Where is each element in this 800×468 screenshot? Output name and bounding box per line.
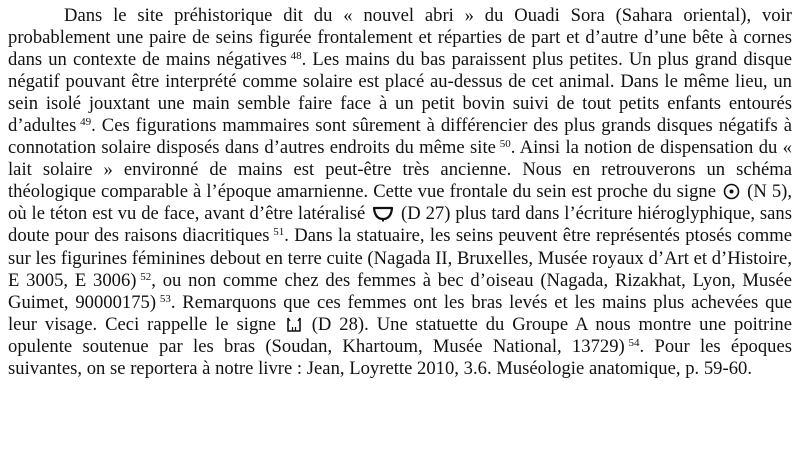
- footnote-ref-52[interactable]: 52: [140, 270, 152, 283]
- text-segment: (N 5), où le téton est vu de face, avant d’être latéralisé: [8, 181, 793, 225]
- ka-arms-hieroglyph-icon: [286, 316, 302, 333]
- footnote-ref-49[interactable]: 49: [80, 116, 92, 129]
- text-segment: . Dans la statuaire, les seins peuvent être représentés ptosés comme sur les figurines féminines debout en terre cuite (Nagada II, Bruxelles, Musée royaux d’Art et d’Histoire, E 3005, E 3006): [8, 225, 792, 291]
- footnote-ref-53[interactable]: 53: [159, 292, 171, 305]
- text-segment: . Ces figurations mammaires sont sûrement à différencier des plus grands disques négatifs à connotation solaire disposés dans d’autres endroits du même site: [8, 115, 792, 159]
- breast-hieroglyph-icon: [372, 205, 394, 222]
- text-segment: . Pour les époques suivantes, on se reportera à notre livre : Jean, Loyrette 2010, 3.6. Muséologie anatomique, p. 59-60.: [8, 335, 792, 379]
- text-segment: (D 28). Une statuette du Groupe A nous montre une poitrine opulente soutenue par les bras (Soudan, Khartoum, Musée National, 13729): [8, 313, 793, 357]
- footnote-ref-48[interactable]: 48: [290, 50, 302, 63]
- footnote-ref-50[interactable]: 50: [499, 138, 511, 151]
- text-segment: . Remarquons que ces femmes ont les bras levés et les mains plus achevées que leur visage. Ceci rappelle le signe: [8, 291, 792, 335]
- footnote-ref-54[interactable]: 54: [628, 336, 640, 349]
- text-segment: . Ainsi la notion de dispensation du « lait solaire » environné de mains est peut-être très ancienne. Nous en retrouverons un schéma théologique comparable à l’époque amarnienne. Cette vue frontale du sein est proche du signe: [8, 137, 792, 203]
- text-segment: . Les mains du bas paraissent plus petites. Un plus grand disque négatif pouvant être interprété comme solaire est placé au-dessus de cet animal. Dans le même lieu, un sein isolé jouxtant une main semble faire face à un petit bovin suivi de tout petits enfants entourés d’adultes: [8, 49, 792, 137]
- footnote-ref-51[interactable]: 51: [273, 226, 285, 239]
- text-segment: Dans le site préhistorique dit du « nouvel abri » du Ouadi Sora (Sahara oriental), voir probablement une paire de seins figurée frontalement et réparties de part et d’autre d’une bête à cornes dans un contexte de mains négatives: [8, 5, 792, 71]
- text-segment: (D 27) plus tard dans l’écriture hiéroglyphique, sans doute pour des raisons diacritiques: [8, 203, 793, 247]
- body-paragraph: [8, 5, 792, 380]
- text-segment: , ou non comme chez des femmes à bec d’oiseau (Nagada, Rizakhat, Lyon, Musée Guimet, 90000175): [8, 269, 792, 313]
- sun-disk-hieroglyph-icon: [723, 183, 740, 200]
